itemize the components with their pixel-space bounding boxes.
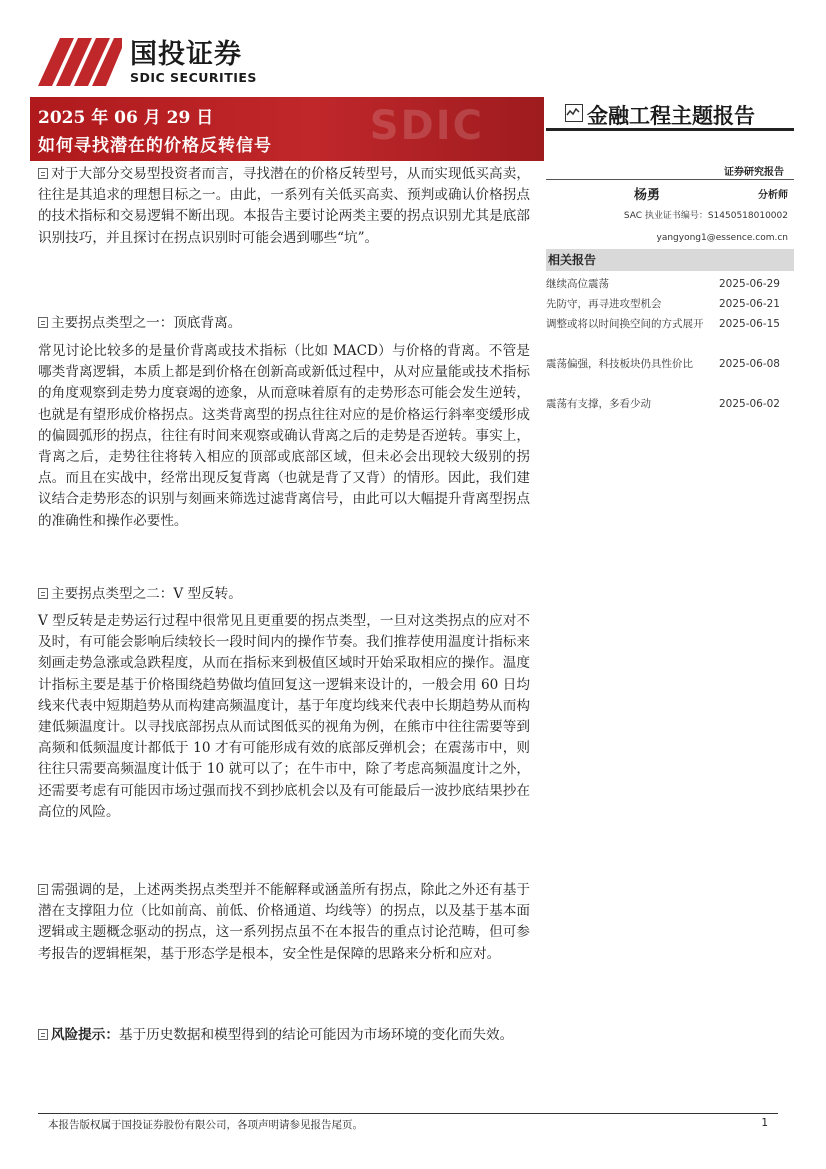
analyst-name: 杨勇 [634, 188, 661, 203]
analyst-sac-number: SAC 执业证书编号：S1450518010002 [623, 211, 788, 221]
section-heading-1 [38, 313, 530, 334]
intro-text: 对于大部分交易型投资者而言，寻找潜在的价格反转型号，从而实现低买高卖，往往是其追求的理想目标之一。由此，一系列有关低买高卖、预判或确认价格拐点的技术指标和交易逻辑不断出现。本报告主要讨论两类主要的拐点识别尤其是底部识别技巧，并且探讨在拐点识别时可能会遇到哪些“坑”。 [38, 166, 530, 246]
related-report-date: 2025-06-29 [718, 278, 780, 290]
related-report-item[interactable] [546, 274, 794, 294]
risk-text: 基于历史数据和模型得到的结论可能因为市场环境的变化而失效。 [118, 1027, 514, 1043]
section-heading-2 [38, 584, 530, 605]
logo-mark-icon [38, 38, 122, 86]
related-report-title: 调整或将以时间换空间的方式展开 [546, 318, 704, 330]
related-report-title: 震荡偏强，科技板块仍具性价比 [546, 358, 693, 370]
title-banner [30, 97, 544, 161]
note-section [38, 880, 530, 965]
related-report-title: 继续高位震荡 [546, 278, 609, 290]
research-label: 证券研究报告 [724, 167, 784, 178]
chart-line-icon [565, 104, 583, 122]
bullet-icon [38, 1029, 48, 1040]
v-reversal-section [38, 611, 530, 823]
footer-rule [38, 1113, 778, 1114]
header-rule [546, 128, 794, 131]
bullet-icon [38, 317, 48, 328]
bullet-icon [38, 168, 48, 179]
related-report-date: 2025-06-02 [718, 398, 780, 410]
risk-section [38, 1025, 530, 1046]
analyst-role: 分析师 [758, 190, 788, 201]
report-type [565, 100, 755, 130]
related-report-item[interactable] [546, 354, 794, 394]
logo-text-en: SDIC SECURITIES [130, 70, 257, 85]
related-report-item[interactable] [546, 294, 794, 314]
related-report-title: 震荡有支撑，多看少动 [546, 398, 651, 410]
note-text: 需强调的是，上述两类拐点类型并不能解释或涵盖所有拐点，除此之外还有基于潜在支撑阻力位（比如前高、前低、价格通道、均线等）的拐点，以及基于基本面逻辑或主题概念驱动的拐点，这一系列拐点虽不在本报告的重点讨论范畴，但可参考报告的逻辑框架，基于形态学是根本，安全性是保障的思路来分析和应对。 [38, 882, 530, 962]
divider [546, 179, 794, 180]
related-report-item[interactable] [546, 314, 794, 354]
banner-watermark: SDIC [369, 103, 484, 149]
report-date: 2025 年 06 月 29 日 [38, 108, 214, 128]
intro-section [38, 164, 530, 249]
analyst-email[interactable]: yangyong1@essence.com.cn [656, 233, 788, 243]
related-report-item[interactable] [546, 394, 794, 414]
risk-label: 风险提示： [51, 1027, 119, 1043]
related-report-date: 2025-06-15 [718, 318, 780, 330]
report-title: 如何寻找潜在的价格反转信号 [38, 136, 272, 156]
logo-text-cn: 国投证券 [130, 39, 242, 70]
heading-text: 主要拐点类型之一：顶底背离。 [51, 315, 242, 331]
report-type-label: 金融工程主题报告 [587, 103, 755, 128]
related-report-title: 先防守，再寻进攻型机会 [546, 298, 662, 310]
related-reports-list [546, 274, 794, 414]
heading-text: 主要拐点类型之二：V 型反转。 [51, 586, 242, 602]
page-number: 1 [761, 1117, 768, 1129]
intro-paragraph [38, 164, 530, 249]
bullet-icon [38, 884, 48, 895]
bullet-icon [38, 588, 48, 599]
related-reports-heading: 相关报告 [546, 249, 794, 271]
divergence-paragraph: 常见讨论比较多的是量价背离或技术指标（比如 MACD）与价格的背离。不管是哪类背离逻辑，本质上都是到价格在创新高或新低过程中，从对应量能或技术指标的角度观察到走势力度衰竭的迹象，从而意味着原有的走势形态可能会发生逆转，也就是有望形成价格拐点。这类背离型的拐点往往对应的是价格运行斜率变缓形成的偏圆弧形的拐点，往往有时间来观察或确认背离之后的走势是否逆转。事实上，背离之后，走势往往将转入相应的顶部或底部区域，但未必会出现较大级别的拐点。而且在实战中，经常出现反复背离（也就是背了又背）的情形。因此，我们建议结合走势形态的识别与刻画来筛选过滤背离信号，由此可以大幅提升背离型拐点的准确性和操作必要性。 [38, 343, 530, 529]
company-logo [38, 38, 268, 86]
related-report-date: 2025-06-21 [718, 298, 780, 310]
divergence-section [38, 341, 530, 532]
v-reversal-paragraph: V 型反转是走势运行过程中很常见且更重要的拐点类型，一旦对这类拐点的应对不及时，有可能会影响后续较长一段时间内的操作节奏。我们推荐使用温度计指标来刻画走势急涨或急跌程度，从而在指标来到极值区域时开始采取相应的操作。温度计指标主要是基于价格围绕趋势做均值回复这一逻辑来设计的，一般会用 60 日均线来代表中短期趋势从而构建高频温度计，基于年度均线来代表中长期趋势从而构建低频温度计。以寻找底部拐点从而试图低买的视角为例，在熊市中往往需要等到高频和低频温度计都低于 10 才有可能形成有效的底部反弹机会；在震荡市中，则往往只需要高频温度计低于 10 就可以了；在牛市中，除了考虑高频温度计之外，还需要考虑有可能因市场过强而找不到抄底机会以及有可能最后一波抄底结果抄在高位的风险。 [38, 613, 530, 820]
footer-disclaimer: 本报告版权属于国投证券股份有限公司，各项声明请参见报告尾页。 [48, 1119, 363, 1131]
related-report-date: 2025-06-08 [718, 358, 780, 370]
